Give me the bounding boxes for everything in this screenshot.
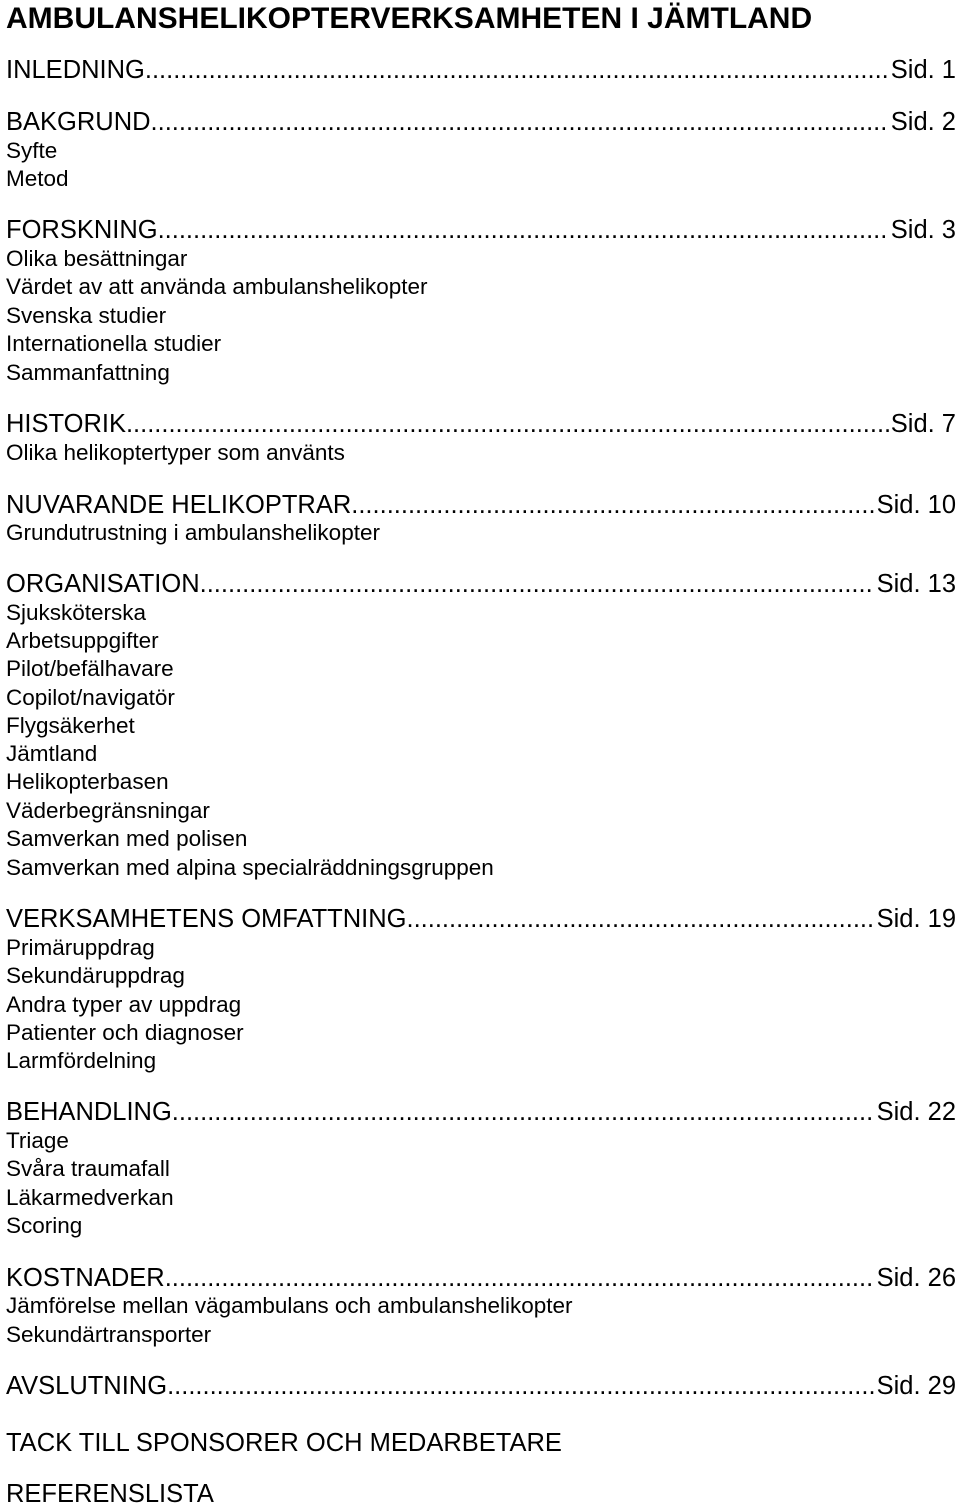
- toc-heading-label: FORSKNING: [6, 216, 158, 244]
- toc-heading[interactable]: [6, 110, 956, 136]
- toc-heading-label: INLEDNING: [6, 56, 145, 84]
- toc-heading[interactable]: [6, 1100, 956, 1126]
- toc-page-number: Sid. 1: [890, 56, 956, 84]
- toc-subitem[interactable]: Samverkan med alpina specialräddningsgruppen: [6, 855, 494, 880]
- toc-page-number: Sid. 7: [890, 410, 956, 438]
- toc-subitem[interactable]: Olika besättningar: [6, 246, 188, 271]
- toc-subitem[interactable]: Värdet av att använda ambulanshelikopter: [6, 274, 428, 299]
- toc-heading-label: REFERENSLISTA: [6, 1480, 214, 1508]
- dot-leader: [151, 110, 889, 136]
- toc-subitem[interactable]: Sekundäruppdrag: [6, 963, 185, 988]
- toc-heading-label: BAKGRUND: [6, 108, 151, 136]
- toc-heading-label: NUVARANDE HELIKOPTRAR: [6, 491, 352, 519]
- toc-heading[interactable]: [6, 412, 956, 438]
- toc-heading-label: HISTORIK: [6, 410, 126, 438]
- toc-subitem[interactable]: Jämförelse mellan vägambulans och ambulanshelikopter: [6, 1293, 573, 1318]
- toc-heading[interactable]: [6, 1482, 956, 1508]
- toc-subitem[interactable]: Primäruppdrag: [6, 935, 155, 960]
- toc-page-number: Sid. 13: [876, 570, 956, 598]
- toc-subitem[interactable]: Pilot/befälhavare: [6, 656, 174, 681]
- toc-subitem[interactable]: Copilot/navigatör: [6, 685, 175, 710]
- toc-heading-label: ORGANISATION: [6, 570, 200, 598]
- toc-page-number: Sid. 26: [876, 1264, 956, 1292]
- toc-heading[interactable]: [6, 493, 956, 519]
- document-title: AMBULANSHELIKOPTERVERKSAMHETEN I JÄMTLAND: [6, 2, 813, 35]
- dot-leader: [351, 493, 874, 519]
- toc-subitem[interactable]: Flygsäkerhet: [6, 713, 135, 738]
- toc-subitem[interactable]: Larmfördelning: [6, 1048, 157, 1073]
- toc-subitem[interactable]: Sjuksköterska: [6, 600, 147, 625]
- toc-subitem[interactable]: Internationella studier: [6, 331, 222, 356]
- toc-subitem[interactable]: Metod: [6, 166, 69, 191]
- dot-leader: [158, 218, 889, 244]
- dot-leader: [167, 1374, 875, 1400]
- toc-heading[interactable]: [6, 907, 956, 933]
- toc-subitem[interactable]: Triage: [6, 1128, 69, 1153]
- toc-subitem[interactable]: Andra typer av uppdrag: [6, 992, 242, 1017]
- toc-subitem[interactable]: Sekundärtransporter: [6, 1322, 212, 1347]
- toc-heading[interactable]: [6, 58, 956, 84]
- toc-heading-label: AVSLUTNING: [6, 1372, 168, 1400]
- toc-subitem[interactable]: Sammanfattning: [6, 360, 170, 385]
- dot-leader: [172, 1100, 875, 1126]
- toc-heading-label: BEHANDLING: [6, 1098, 172, 1126]
- toc-heading[interactable]: [6, 572, 956, 598]
- toc-heading[interactable]: [6, 1374, 956, 1400]
- toc-page-number: Sid. 22: [876, 1098, 956, 1126]
- dot-leader: [126, 412, 889, 438]
- toc-subitem[interactable]: Svenska studier: [6, 303, 167, 328]
- toc-page-number: Sid. 29: [876, 1372, 956, 1400]
- toc-page-number: Sid. 19: [876, 905, 956, 933]
- toc-subitem[interactable]: Syfte: [6, 138, 58, 163]
- toc-heading[interactable]: [6, 218, 956, 244]
- toc-subitem[interactable]: Jämtland: [6, 741, 98, 766]
- toc-subitem[interactable]: Scoring: [6, 1213, 83, 1238]
- toc-page-number: Sid. 10: [876, 491, 956, 519]
- toc-subitem[interactable]: Helikopterbasen: [6, 769, 169, 794]
- toc-subitem[interactable]: Svåra traumafall: [6, 1156, 170, 1181]
- toc-subitem[interactable]: Grundutrustning i ambulanshelikopter: [6, 520, 380, 545]
- toc-heading-label: KOSTNADER: [6, 1264, 165, 1292]
- toc-heading[interactable]: [6, 1266, 956, 1292]
- dot-leader: [145, 58, 889, 84]
- toc-subitem[interactable]: Samverkan med polisen: [6, 826, 248, 851]
- dot-leader: [406, 907, 874, 933]
- toc-subitem[interactable]: Patienter och diagnoser: [6, 1020, 244, 1045]
- toc-page-number: Sid. 2: [890, 108, 956, 136]
- toc-heading[interactable]: [6, 1431, 956, 1457]
- toc-subitem[interactable]: Arbetsuppgifter: [6, 628, 159, 653]
- dot-leader: [165, 1266, 875, 1292]
- dot-leader: [200, 572, 875, 598]
- toc-heading-label: VERKSAMHETENS OMFATTNING: [6, 905, 407, 933]
- toc-page-number: Sid. 3: [890, 216, 956, 244]
- toc-subitem[interactable]: Läkarmedverkan: [6, 1185, 174, 1210]
- toc-subitem[interactable]: Olika helikoptertyper som använts: [6, 440, 345, 465]
- toc-heading-label: TACK TILL SPONSORER OCH MEDARBETARE: [6, 1429, 562, 1457]
- toc-subitem[interactable]: Väderbegränsningar: [6, 798, 210, 823]
